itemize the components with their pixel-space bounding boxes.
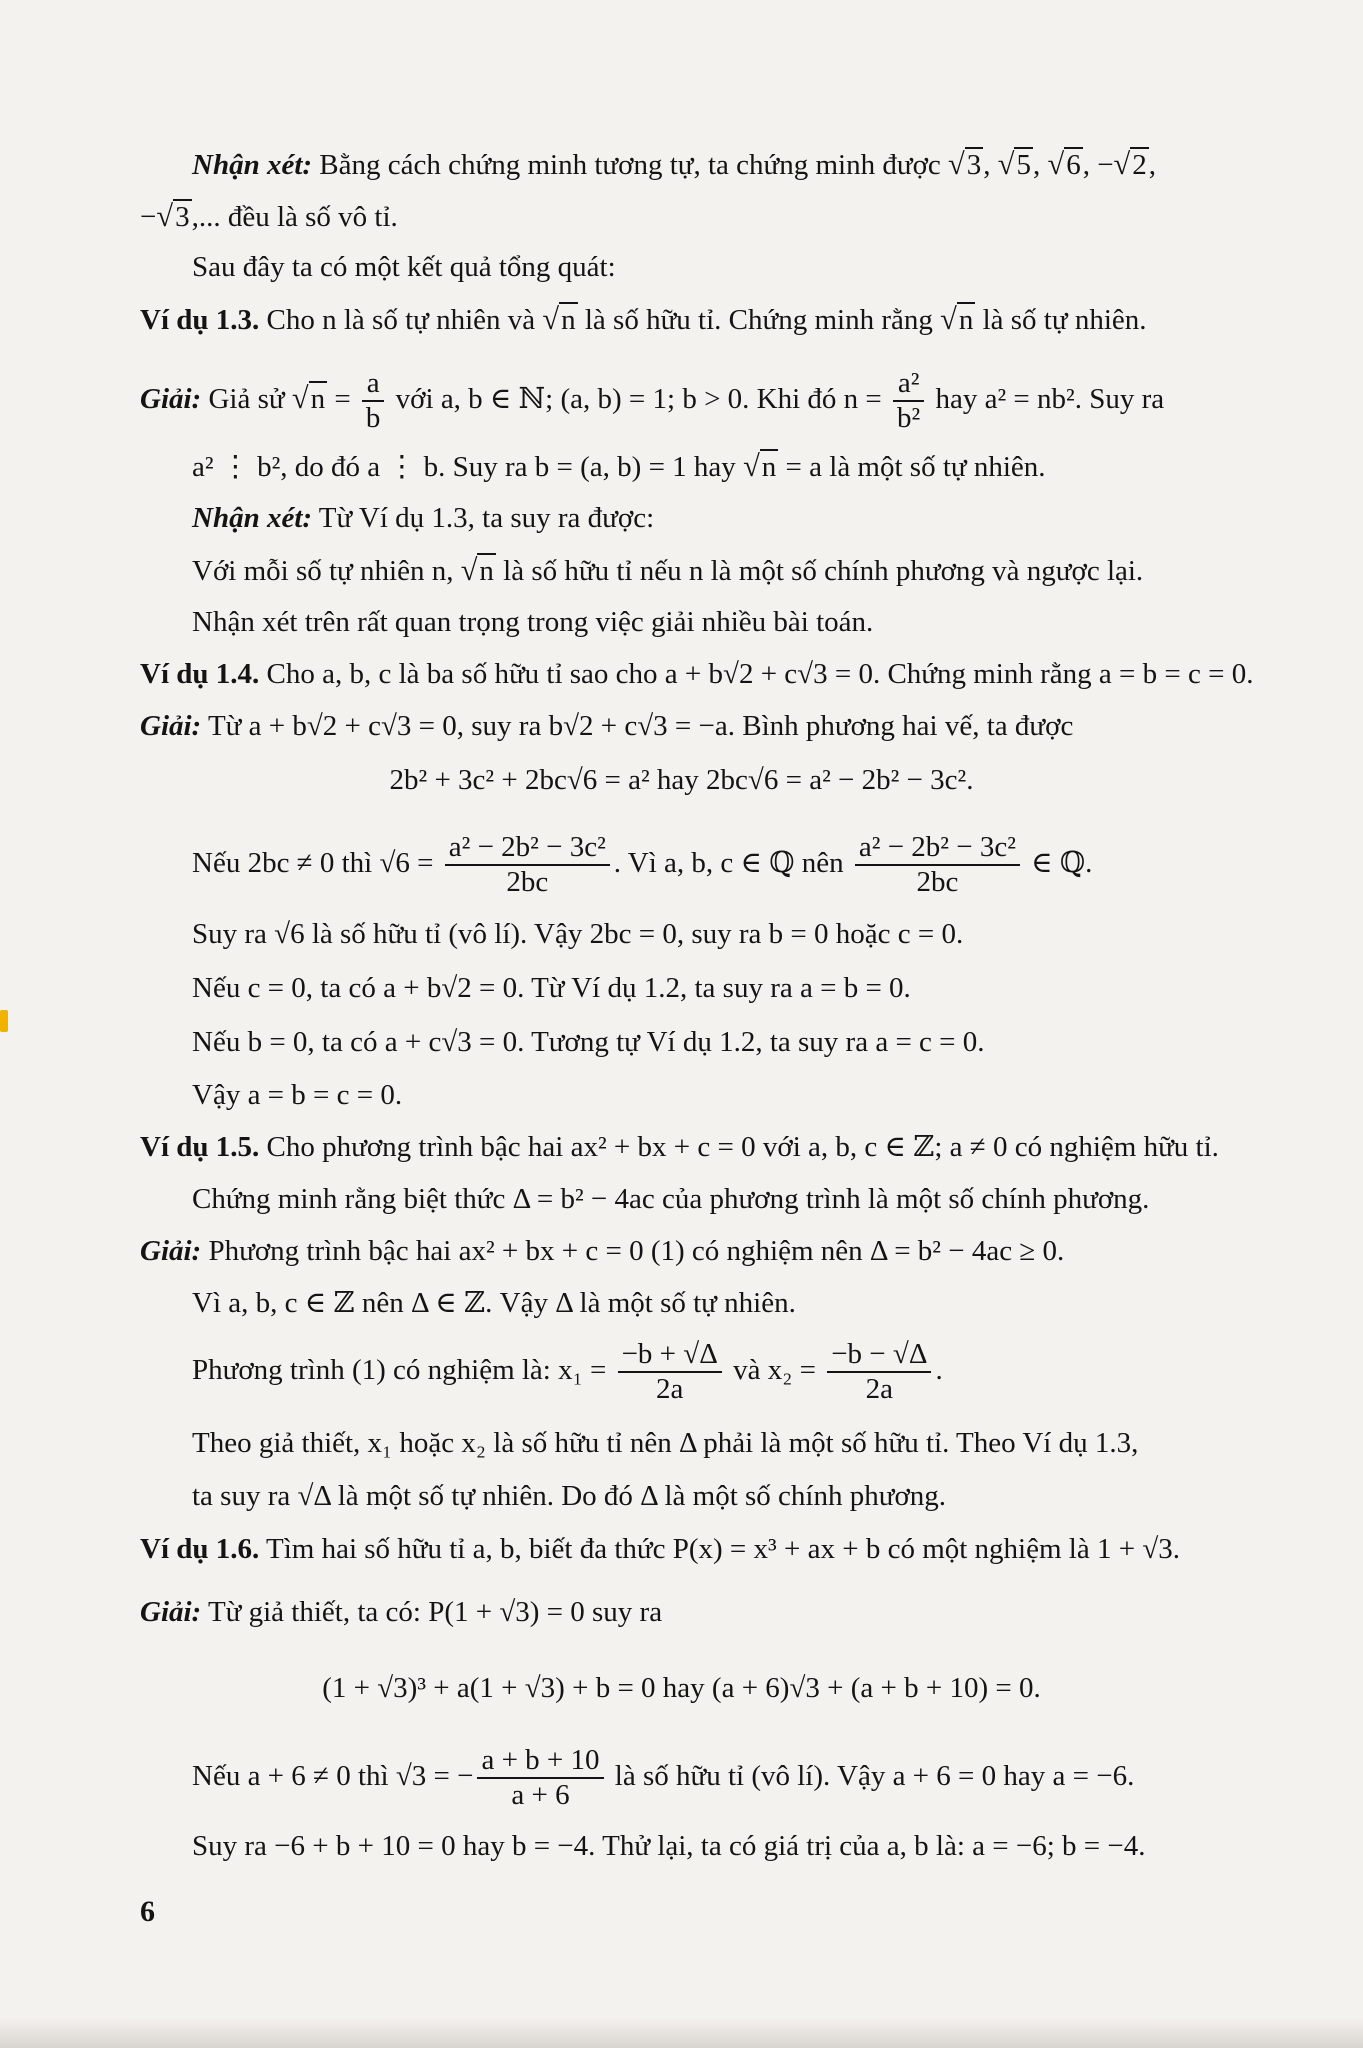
fraction-x2: $\frac{-b - √\Delta}{2a}$ xyxy=(827,1338,931,1407)
fraction-1-4: $\frac{\text{a² − 2b² − 3c²}}{2bc}$ xyxy=(445,831,610,900)
bookmark-tab xyxy=(0,1010,8,1032)
sqrt-3: √3 xyxy=(156,199,190,233)
example-1-6: Ví dụ 1.6. Tìm hai số hữu tỉ a, b, biết đa thức P(x) = x³ + ax + b có một nghiệm là 1 + √3. xyxy=(140,1533,1180,1565)
equation-1-6: (1 + √3)³ + a(1 + √3) + b = 0 hay (a + 6)√3 + (a + b + 10) = 0. xyxy=(322,1672,1041,1704)
sqrt-3: √3 xyxy=(948,147,982,181)
remark-1-3: Nhận xét: Từ Ví dụ 1.3, ta suy ra được: xyxy=(192,502,655,534)
solution-label: Giải: xyxy=(140,710,202,742)
fraction-x1: $\frac{-b + √\Delta}{2a}$ xyxy=(618,1338,722,1407)
remark-line: Nhận xét: Bằng cách chứng minh tương tự, ta chứng minh được √3, √5, √6, −√2, xyxy=(192,142,1323,187)
remark-label: Nhận xét: xyxy=(192,502,313,534)
example-1-3: Ví dụ 1.3. Cho n là số tự nhiên và √n là số hữu tỉ. Chứng minh rằng √n là số tự nhiên. xyxy=(140,297,1323,342)
sqrt-6: √6 xyxy=(1047,147,1081,181)
example-title: Ví dụ 1.4. xyxy=(140,658,260,690)
sqrt-n: √n xyxy=(940,302,974,336)
solution-1-6-frac: Nếu a + 6 ≠ 0 thì √3 = − $\frac{a + b + 10}{a + 6}$ là số hữu tỉ (vô lí). Vậy a + 6 = 0 hay a = −6. xyxy=(192,1744,1135,1812)
fraction-1-6: $\frac{a + b + 10}{a + 6}$ xyxy=(477,1744,603,1813)
sqrt-n: √n xyxy=(460,553,494,587)
solution-1-6: Giải: Từ giả thiết, ta có: P(1 + √3) = 0 suy ra xyxy=(140,1596,663,1628)
solution-1-5-line: Vì a, b, c ∈ ℤ nên Δ ∈ ℤ. Vậy Δ là một số tự nhiên. xyxy=(192,1287,796,1319)
solution-label: Giải: xyxy=(140,1235,202,1267)
remark-label: Nhận xét: xyxy=(192,149,313,181)
sqrt-n: √n xyxy=(743,449,777,483)
solution-1-4: Giải: Từ a + b√2 + c√3 = 0, suy ra b√2 + c√3 = −a. Bình phương hai vế, ta được xyxy=(140,710,1074,742)
remark-1-3-note: Nhận xét trên rất quan trọng trong việc giải nhiều bài toán. xyxy=(192,606,874,638)
sqrt-5: √5 xyxy=(997,147,1031,181)
example-1-5-cont: Chứng minh rằng biệt thức Δ = b² − 4ac của phương trình là một số chính phương. xyxy=(192,1183,1150,1215)
example-1-5: Ví dụ 1.5. Cho phương trình bậc hai ax² + bx + c = 0 với a, b, c ∈ ℤ; a ≠ 0 có nghiệm hữu tỉ. xyxy=(140,1131,1219,1163)
solution-label: Giải: xyxy=(140,1596,202,1628)
sqrt-2: √2 xyxy=(1113,147,1147,181)
solution-1-5-line: ta suy ra √Δ là một số tự nhiên. Do đó Δ là một số chính phương. xyxy=(192,1480,947,1512)
solution-1-5-roots: Phương trình (1) có nghiệm là: x₁ = $\frac{-b + √\Delta}{2a}$ và x₂ = $\frac{-b - √\Delta}{2a}$ . xyxy=(192,1338,943,1406)
equation-1-4: 2b² + 3c² + 2bc√6 = a² hay 2bc√6 = a² − 2b² − 3c². xyxy=(389,764,974,796)
intro-line: Sau đây ta có một kết quả tổng quát: xyxy=(192,251,616,283)
example-title: Ví dụ 1.5. xyxy=(140,1131,260,1163)
solution-1-5: Giải: Phương trình bậc hai ax² + bx + c = 0 (1) có nghiệm nên Δ = b² − 4ac ≥ 0. xyxy=(140,1235,1065,1267)
example-1-4: Ví dụ 1.4. Cho a, b, c là ba số hữu tỉ sao cho a + b√2 + c√3 = 0. Chứng minh rằng a = b = c = 0. xyxy=(140,658,1254,690)
fraction-1-4: $\frac{\text{a² − 2b² − 3c²}}{2bc}$ xyxy=(855,831,1020,900)
remark-text: Bằng cách chứng minh tương tự, ta chứng minh được xyxy=(312,149,949,181)
solution-1-4-line: Nếu b = 0, ta có a + c√3 = 0. Tương tự Ví dụ 1.2, ta suy ra a = c = 0. xyxy=(192,1026,985,1058)
solution-1-5-line: Theo giả thiết, x₁ hoặc x₂ là số hữu tỉ nên Δ phải là một số hữu tỉ. Theo Ví dụ 1.3, xyxy=(192,1427,1139,1459)
solution-1-3-cont: a² ⋮ b², do đó a ⋮ b. Suy ra b = (a, b) = 1 hay √n = a là một số tự nhiên. xyxy=(192,444,1323,489)
solution-1-4-frac: Nếu 2bc ≠ 0 thì √6 = $\frac{\text{a² − 2b² − 3c²}}{2bc}$ . Vì a, b, c ∈ ℚ nên $\frac{\text{a² − 2b² − 3c²}}{2bc}$ ∈ ℚ. xyxy=(192,831,1093,899)
fraction-a-over-b: $\frac{a}{b}$ xyxy=(362,367,385,436)
example-title: Ví dụ 1.3. xyxy=(140,304,260,336)
sqrt-n: √n xyxy=(291,381,326,415)
sqrt-n: √n xyxy=(542,302,576,336)
page-number: 6 xyxy=(140,1895,155,1928)
solution-1-6-line: Suy ra −6 + b + 10 = 0 hay b = −4. Thử lại, ta có giá trị của a, b là: a = −6; b = −4. xyxy=(192,1830,1146,1862)
fraction-a2-over-b2: $\frac{\text{a²}}{\text{b²}}$ xyxy=(893,367,924,436)
solution-1-4-line: Vậy a = b = c = 0. xyxy=(192,1079,403,1111)
remark-1-3-text: Với mỗi số tự nhiên n, √n là số hữu tỉ nếu n là một số chính phương và ngược lại. xyxy=(192,548,1323,593)
solution-1-3: Giải: Giả sử √n = $\frac{a}{b}$ với a, b ∈ ℕ; (a, b) = 1; b > 0. Khi đó n = $\frac{\text{a²}}{\text{b²}}$ hay a² = nb². Suy ra xyxy=(140,350,1323,446)
example-title: Ví dụ 1.6. xyxy=(140,1533,260,1565)
remark-line-cont: −√3,... đều là số vô tỉ. xyxy=(140,194,1323,239)
page-edge-shadow xyxy=(0,2018,1363,2048)
solution-1-4-line: Suy ra √6 là số hữu tỉ (vô lí). Vậy 2bc = 0, suy ra b = 0 hoặc c = 0. xyxy=(192,918,964,950)
solution-1-4-line: Nếu c = 0, ta có a + b√2 = 0. Từ Ví dụ 1.2, ta suy ra a = b = 0. xyxy=(192,972,911,1004)
solution-label: Giải: xyxy=(140,383,202,415)
